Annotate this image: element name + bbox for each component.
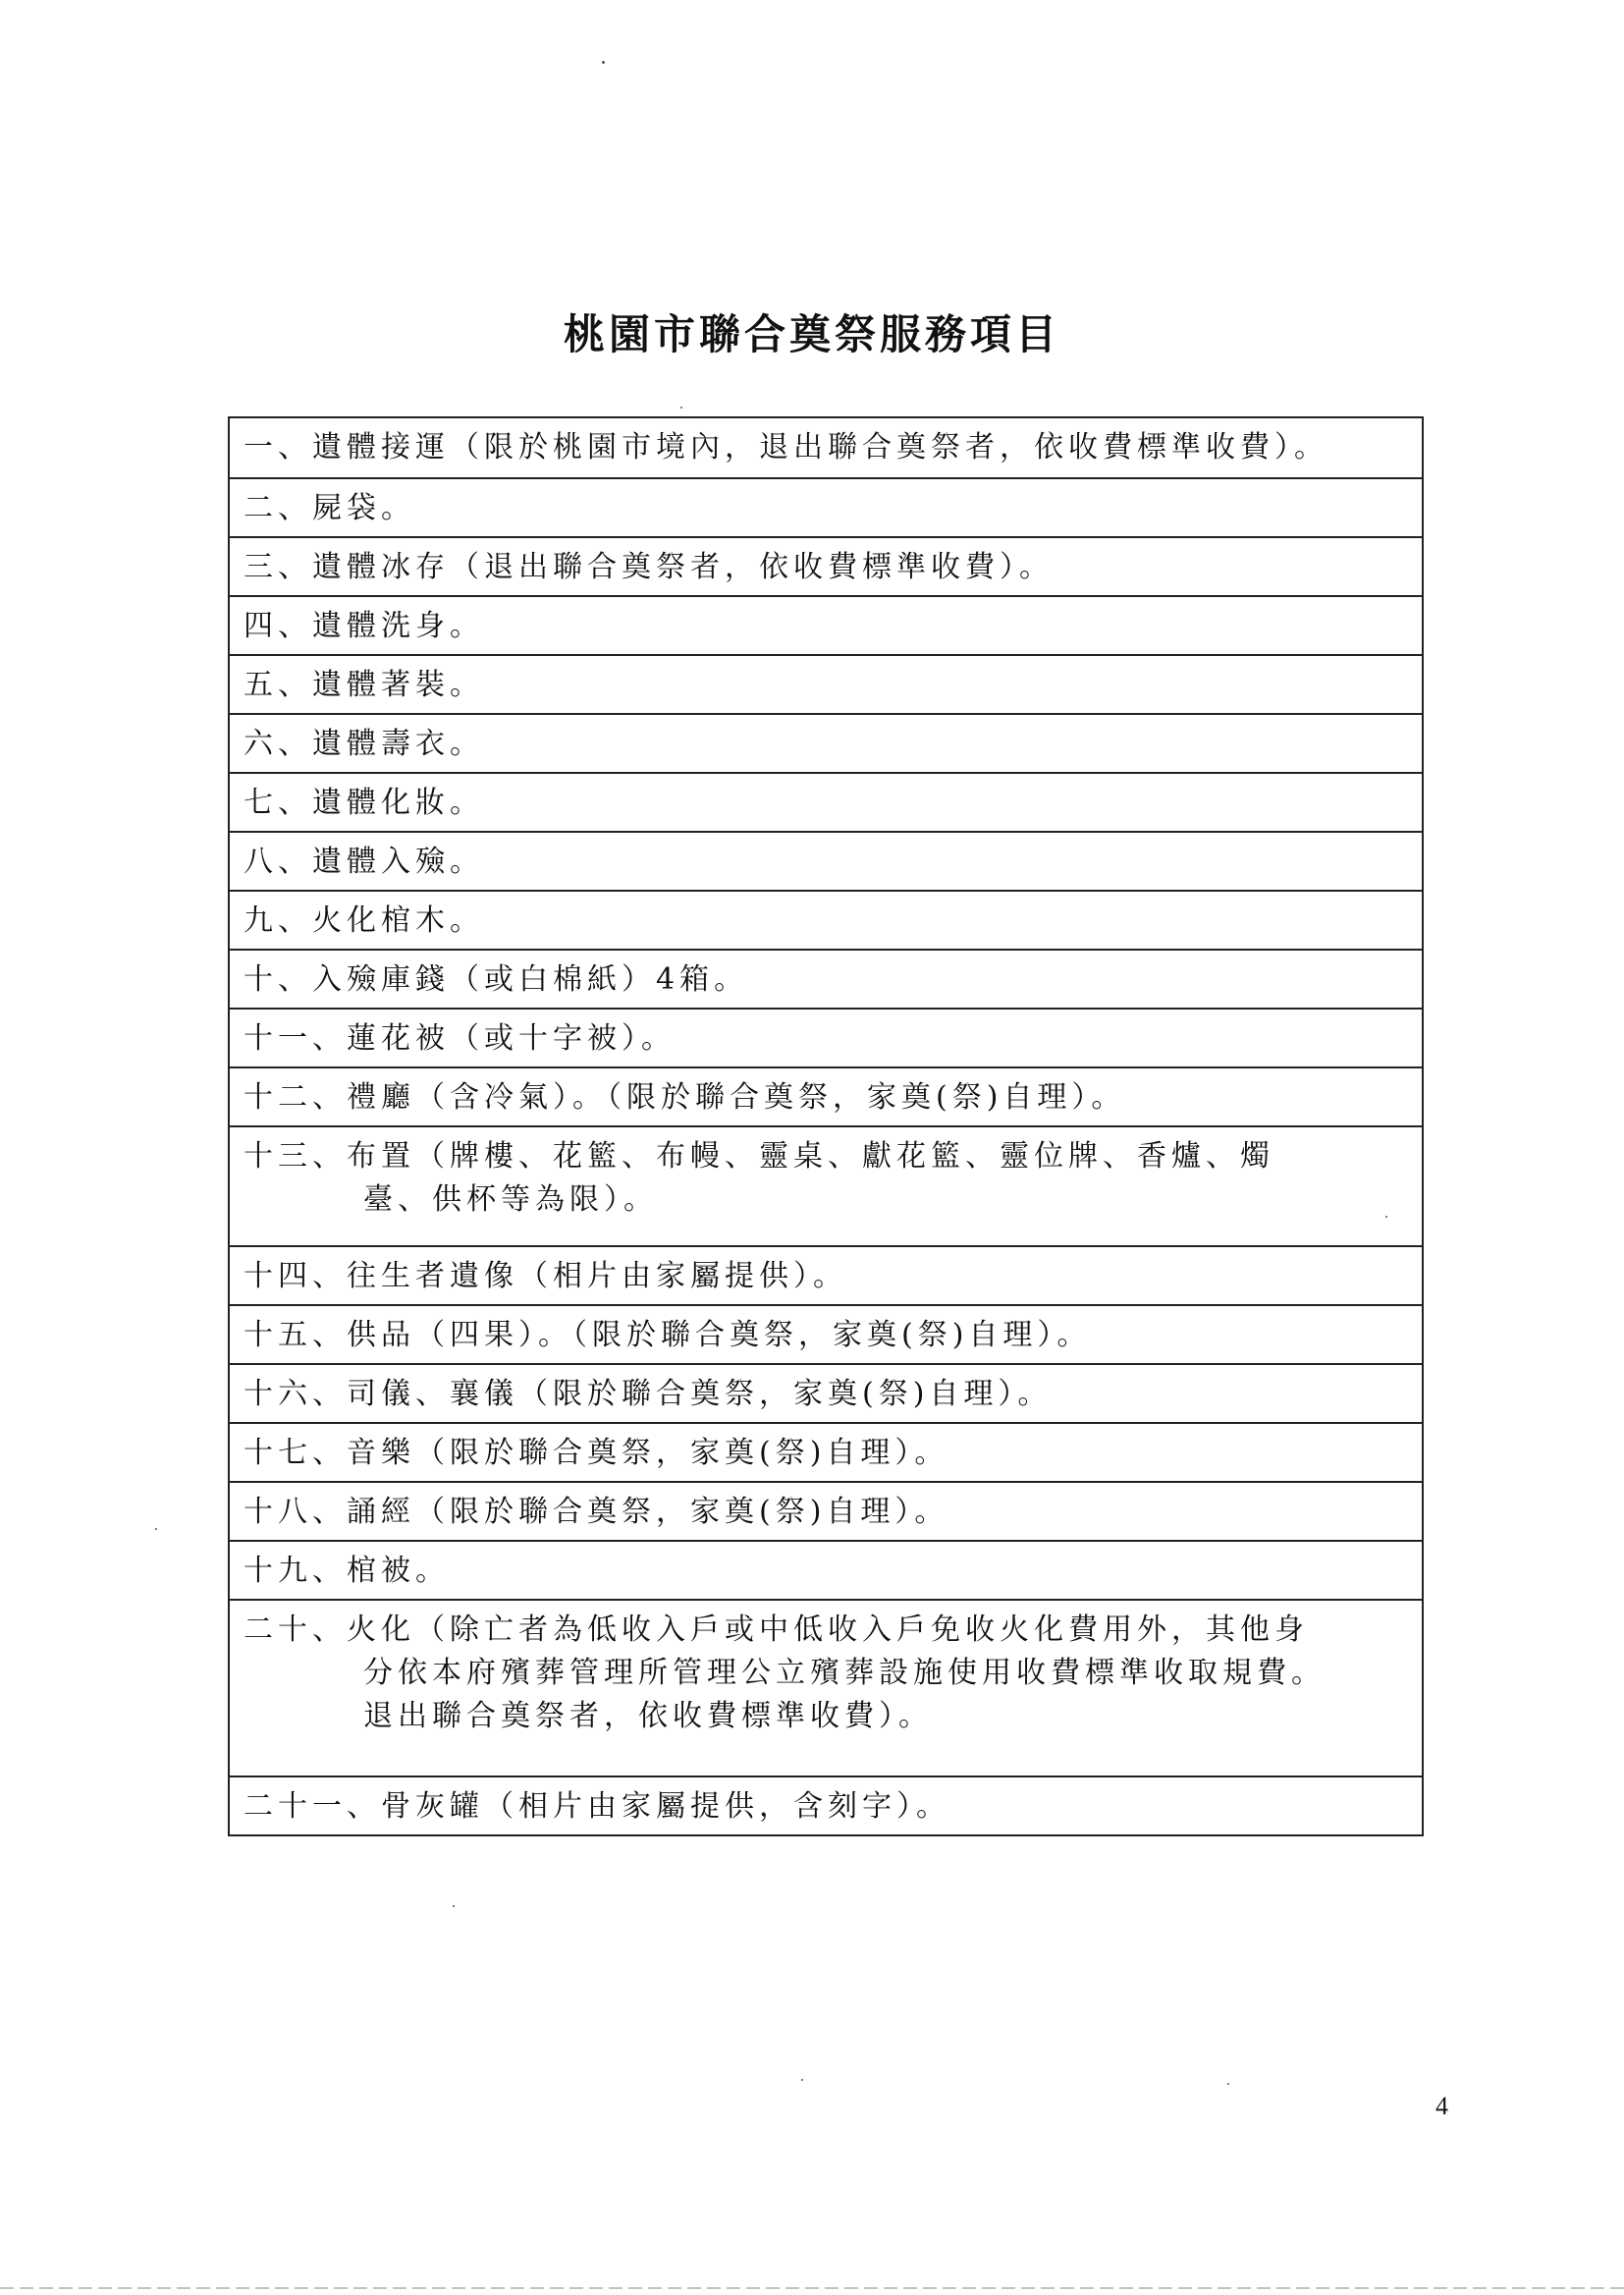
scan-speck	[680, 407, 682, 409]
scan-speck	[155, 1528, 157, 1530]
service-item-text: 二、屍袋。	[244, 491, 415, 525]
service-item-11	[230, 1008, 1422, 1066]
service-item-text-continued: 退出聯合奠祭者，依收費標準收費）。	[363, 1699, 933, 1733]
service-item-text: 二十、火化（除亡者為低收入戶或中低收入戶免收火化費用外，其他身	[244, 1612, 1309, 1647]
service-item-text: 六、遺體壽衣。	[244, 727, 484, 761]
service-item-text: 一、遺體接運（限於桃園市境內，退出聯合奠祭者，依收費標準收費）。	[244, 430, 1328, 464]
service-item-text-continued: 臺、供杯等為限）。	[363, 1182, 658, 1217]
service-item-1	[230, 418, 1422, 477]
service-item-text: 十、入殮庫錢（或白棉紙）4箱。	[244, 962, 749, 997]
service-item-text: 十五、供品（四果）。（限於聯合奠祭，家奠(祭)自理）。	[244, 1318, 1092, 1352]
service-item-3	[230, 536, 1422, 595]
service-item-text: 二十一、骨灰罐（相片由家屬提供，含刻字）。	[244, 1789, 950, 1824]
service-item-16	[230, 1363, 1422, 1422]
service-item-17	[230, 1422, 1422, 1481]
service-item-14	[230, 1245, 1422, 1304]
service-item-8	[230, 831, 1422, 890]
scan-speck	[602, 61, 605, 64]
service-item-20	[230, 1599, 1422, 1776]
scan-speck	[1227, 2083, 1229, 2085]
service-item-4	[230, 595, 1422, 654]
service-item-7	[230, 772, 1422, 831]
service-item-21	[230, 1776, 1422, 1834]
service-item-text: 十九、棺被。	[244, 1554, 450, 1588]
service-item-2	[230, 477, 1422, 536]
page-title: 桃園市聯合奠祭服務項目	[563, 310, 1060, 358]
service-item-text: 三、遺體冰存（退出聯合奠祭者，依收費標準收費）。	[244, 550, 1054, 584]
service-item-13	[230, 1125, 1422, 1245]
service-item-10	[230, 949, 1422, 1008]
service-item-18	[230, 1481, 1422, 1540]
service-items-table	[228, 416, 1424, 1836]
scan-speck	[453, 1905, 455, 1907]
service-item-text: 四、遺體洗身。	[244, 609, 484, 643]
service-item-text: 十四、往生者遺像（相片由家屬提供）。	[244, 1259, 847, 1293]
scan-edge	[0, 2287, 1624, 2289]
service-item-text: 八、遺體入殮。	[244, 845, 484, 879]
service-item-text: 七、遺體化妝。	[244, 786, 484, 820]
service-item-text: 十三、布置（牌樓、花籃、布幔、靈桌、獻花籃、靈位牌、香爐、燭	[244, 1139, 1274, 1174]
service-item-text: 十六、司儀、襄儀（限於聯合奠祭，家奠(祭)自理）。	[244, 1377, 1053, 1411]
service-item-19	[230, 1540, 1422, 1599]
service-item-9	[230, 890, 1422, 949]
service-item-6	[230, 713, 1422, 772]
page-number: 4	[1435, 2092, 1448, 2120]
service-item-5	[230, 654, 1422, 713]
service-item-text: 五、遺體著裝。	[244, 668, 484, 702]
service-item-text: 十八、誦經（限於聯合奠祭，家奠(祭)自理）。	[244, 1495, 949, 1529]
scan-speck	[1385, 1216, 1387, 1218]
service-item-15	[230, 1304, 1422, 1363]
scan-speck	[801, 2079, 803, 2081]
service-item-text: 十一、蓮花被（或十字被）。	[244, 1021, 676, 1056]
service-item-text: 十七、音樂（限於聯合奠祭，家奠(祭)自理）。	[244, 1436, 949, 1470]
service-item-text: 九、火化棺木。	[244, 903, 484, 938]
service-item-12	[230, 1066, 1422, 1125]
service-item-text-continued: 分依本府殯葬管理所管理公立殯葬設施使用收費標準收取規費。	[363, 1656, 1326, 1690]
service-item-text: 十二、禮廳（含冷氣）。（限於聯合奠祭，家奠(祭)自理）。	[244, 1080, 1126, 1115]
